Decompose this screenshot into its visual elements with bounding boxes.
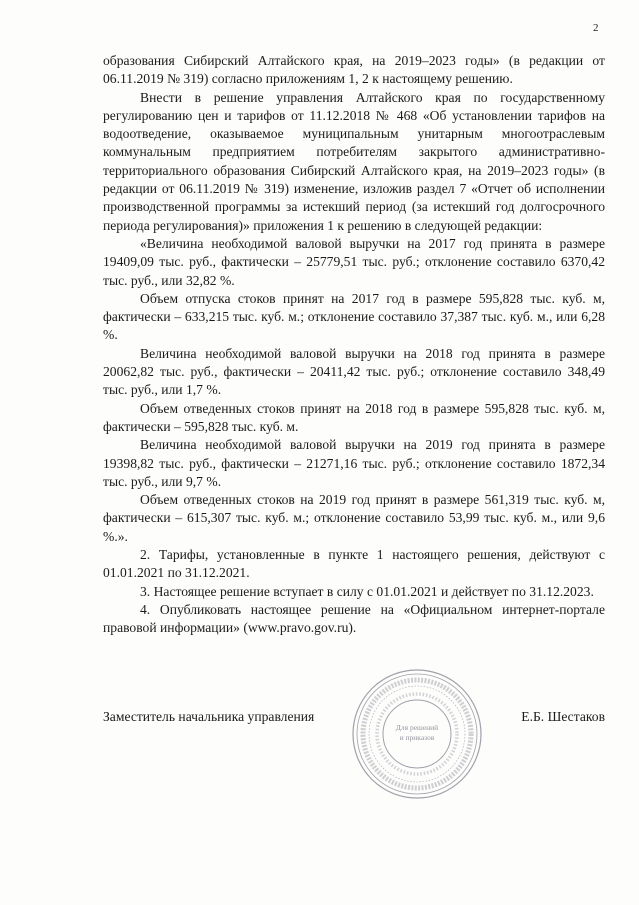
paragraph-effective-date: 3. Настоящее решение вступает в силу с 01.01.2021 и действует по 31.12.2023.	[140, 583, 594, 599]
paragraph-revenue-2017: «Величина необходимой валовой выручки на 2017 год принята в размере 19409,09 тыс. руб., фактически – 25779,51 тыс. руб.; отклонение составило 6370,42 тыс. руб., или 32,82 %.	[103, 235, 605, 288]
seal-inner-text-2: и приказов	[399, 733, 435, 742]
signatory-position: Заместитель начальника управления	[103, 709, 315, 724]
page-number: 2	[593, 22, 599, 34]
signature-block	[103, 703, 605, 733]
paragraph-volume-2017: Объем отпуска стоков принят на 2017 год в размере 595,828 тыс. куб. м, фактически – 633,215 тыс. куб. м.; отклонение составило 37,387 тыс. куб. м., или 6,28 %.	[103, 290, 605, 343]
paragraph-publication: 4. Опубликовать настоящее решение на «Официальном интернет-портале правовой информации» (www.pravo.gov.ru).	[103, 601, 605, 636]
seal-inner-text-1: Для решений	[395, 723, 439, 732]
paragraph-volume-2018: Объем отведенных стоков принят на 2018 год в размере 595,828 тыс. куб. м, фактически – 595,828 тыс. куб. м.	[103, 400, 605, 434]
paragraph-amendment: Внести в решение управления Алтайского края по государственному регулированию цен и тарифов от 11.12.2018 № 468 «Об установлении тарифов на водоотведение, оказываемое муниципальным унитарным многоотраслевым коммунальным предприятием потребителям закрытого административно-территориального образования Сибирский Алтайского края, на 2019–2023 годы» (в редакции от 06.11.2019 № 319) изменение, изложив раздел 7 «Отчет об исполнении производственной программы за истекший период (за истекший год долгосрочного периода регулирования)» приложения 1 к решению в следующей редакции:	[103, 89, 605, 233]
paragraph-revenue-2018: Величина необходимой валовой выручки на 2018 год принята в размере 20062,82 тыс. руб., фактически – 20411,42 тыс. руб.; отклонение составило 348,49 тыс. руб., или 1,7 %.	[103, 345, 605, 398]
paragraph-continuation: образования Сибирский Алтайского края, на 2019–2023 годы» (в редакции от 06.11.2019 № 319) согласно приложениям 1, 2 к настоящему решению.	[103, 53, 605, 87]
signatory-name: Е.Б. Шестаков	[521, 709, 605, 724]
paragraph-revenue-2019: Величина необходимой валовой выручки на 2019 год принята в размере 19398,82 тыс. руб., фактически – 21271,16 тыс. руб.; отклонение составило 1872,34 тыс. руб., или 9,7 %.	[103, 437, 605, 489]
paragraph-volume-2019: Объем отведенных стоков на 2019 год принят в размере 561,319 тыс. куб. м, фактически – 615,307 тыс. куб. м.; отклонение составило 53,99 тыс. куб. м., или 9,6 %.».	[103, 492, 605, 544]
document-body	[103, 52, 605, 638]
official-seal	[349, 666, 485, 802]
paragraph-tariff-period: 2. Тарифы, установленные в пункте 1 настоящего решения, действуют с 01.01.2021 по 31.12.2021.	[103, 547, 605, 581]
